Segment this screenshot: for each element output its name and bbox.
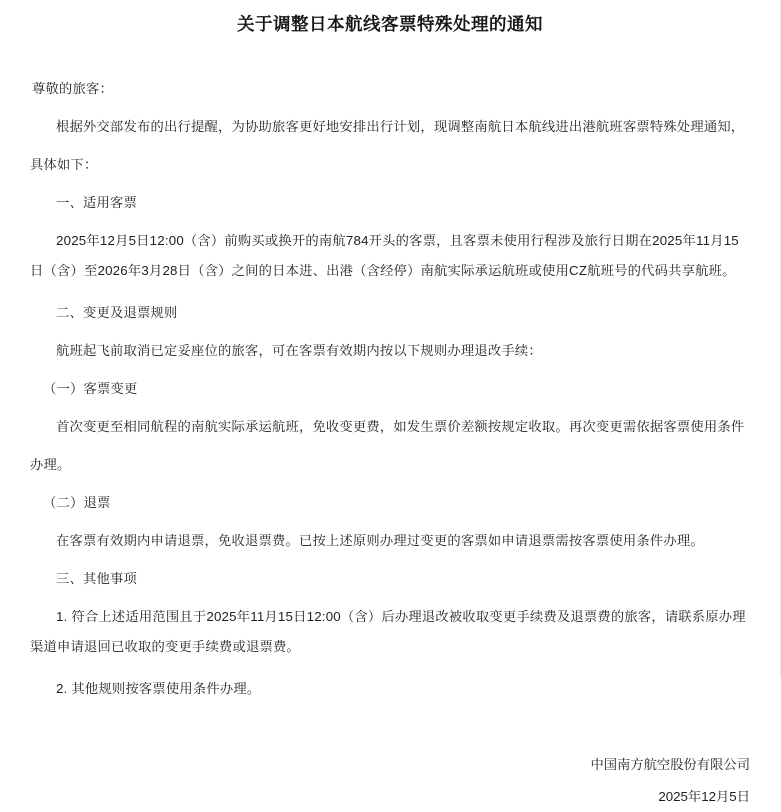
section-2-sub-2-heading: （二）退票 — [43, 495, 111, 510]
salutation: 尊敬的旅客： — [32, 81, 113, 96]
signature: 中国南方航空股份有限公司 — [590, 757, 750, 772]
section-3-heading: 三、其他事项 — [56, 571, 137, 586]
section-2-sub-2-paragraph: 在客票有效期内申请退票，免收退票费。已按上述原则办理过变更的客票如申请退票需按客票使用条件办理。 — [56, 533, 704, 548]
section-3-item-2: 2. 其他规则按客票使用条件办理。 — [56, 681, 261, 696]
page-title: 关于调整日本航线客票特殊处理的通知 — [237, 14, 543, 34]
section-2-heading: 二、变更及退票规则 — [56, 305, 178, 320]
section-2-sub-1-paragraph: 首次变更至相同航程的南航实际承运航班，免收变更费，如发生票价差额按规定收取。再次变更需依据客票使用条件办理。 — [30, 419, 745, 472]
section-1-heading: 一、适用客票 — [56, 195, 137, 210]
section-2-paragraph: 航班起飞前取消已定妥座位的旅客，可在客票有效期内按以下规则办理退改手续： — [56, 343, 542, 358]
intro-paragraph: 根据外交部发布的出行提醒，为协助旅客更好地安排出行计划，现调整南航日本航线进出港航班客票特殊处理通知，具体如下： — [30, 119, 745, 172]
section-1-paragraph: 2025年12月5日12:00（含）前购买或换开的南航784开头的客票，且客票未使用行程涉及旅行日期在2025年11月15日（含）至2026年3月28日（含）之间的日本进、出港（含经停）南航实际承运航班或使用CZ航班号的代码共享航班。 — [30, 233, 739, 278]
section-2-sub-1-heading: （一）客票变更 — [43, 381, 138, 396]
signature-date: 2025年12月5日 — [658, 789, 750, 804]
document-body — [0, 38, 780, 708]
section-3-item-1: 1. 符合上述适用范围且于2025年11月15日12:00（含）后办理退改被收取变更手续费及退票费的旅客，请联系原办理渠道申请退回已收取的变更手续费或退票费。 — [30, 609, 746, 654]
